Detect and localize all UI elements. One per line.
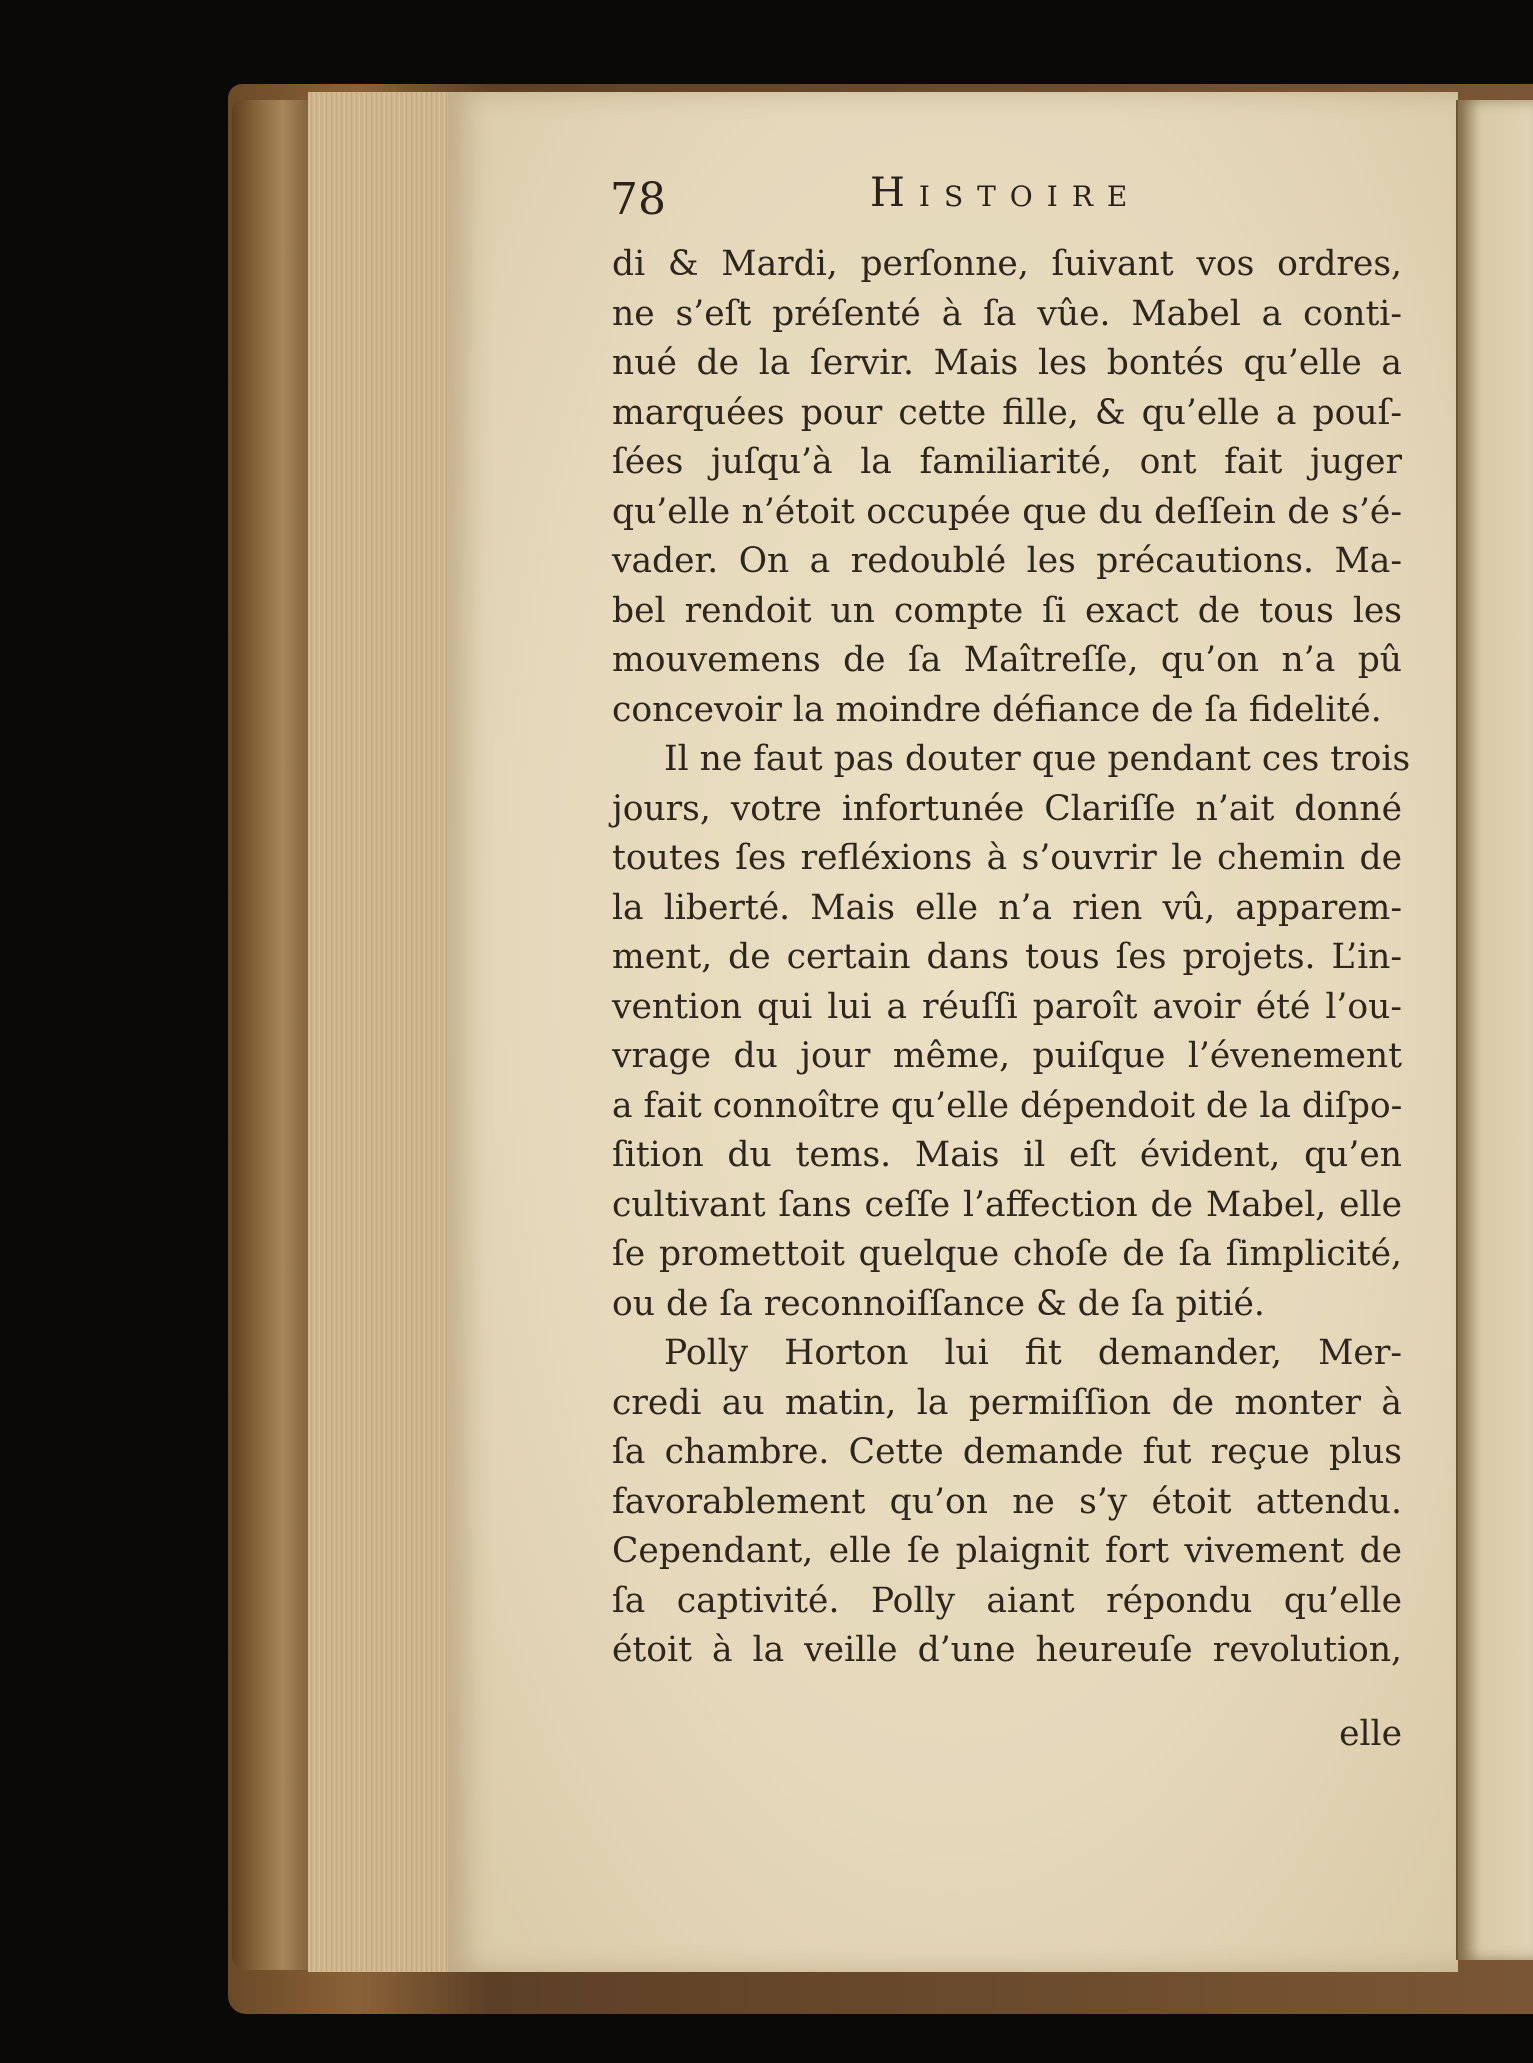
text-line: ſa captivité. Polly aiant répondu qu’elle bbox=[612, 1580, 1402, 1621]
text-line: toutes ſes refléxions à s’ouvrir le chemin de bbox=[612, 838, 1402, 878]
text-line: ſition du tems. Mais il eſt évident, qu’en bbox=[612, 1135, 1402, 1175]
page-block-edges bbox=[308, 92, 456, 1972]
text-line: ſées juſqu’à la familiarité, ont fait juger bbox=[612, 442, 1402, 482]
page-number: 78 bbox=[610, 174, 666, 225]
right-page-edge bbox=[1458, 100, 1533, 1960]
text-line: ne s’eſt préſenté à ſa vûe. Mabel a conti- bbox=[612, 293, 1402, 334]
text-line: favorablement qu’on ne s’y étoit attendu. bbox=[612, 1481, 1402, 1522]
text-line: vention qui lui a réuſſi paroît avoir été l’ou- bbox=[612, 986, 1402, 1027]
text-line: di & Mardi, perſonne, ſuivant vos ordres, bbox=[612, 244, 1402, 284]
text-line: étoit à la veille d’une heureuſe revolution, bbox=[612, 1630, 1402, 1670]
text-line: nué de la ſervir. Mais les bontés qu’elle a bbox=[612, 343, 1402, 383]
text-line: ſa chambre. Cette demande fut reçue plus bbox=[612, 1432, 1402, 1472]
text-line: vader. On a redoublé les précautions. Ma- bbox=[612, 541, 1402, 581]
text-line: Polly Horton lui fit demander, Mer- bbox=[664, 1333, 1402, 1373]
text-line: ſe promettoit quelque choſe de ſa ſimplicité, bbox=[612, 1234, 1402, 1274]
catchword: elle bbox=[1339, 1714, 1402, 1754]
text-line: concevoir la moindre défiance de ſa fidelité. bbox=[612, 689, 1382, 730]
text-line: credi au matin, la permiſſion de monter à bbox=[612, 1382, 1402, 1423]
text-line: vrage du jour même, puiſque l’évenement bbox=[612, 1036, 1402, 1076]
text-line: jours, votre infortunée Clariſſe n’ait donné bbox=[612, 788, 1402, 829]
text-line: a fait connoître qu’elle dépendoit de la diſpo- bbox=[612, 1085, 1403, 1126]
text-line: ou de ſa reconnoiſſance & de ſa pitié. bbox=[612, 1283, 1265, 1324]
text-line: la liberté. Mais elle n’a rien vû, apparem- bbox=[612, 887, 1402, 928]
text-line: marquées pour cette fille, & qu’elle a pouſ- bbox=[612, 392, 1402, 433]
text-line: mouvemens de ſa Maîtreſſe, qu’on n’a pû bbox=[612, 640, 1402, 680]
running-head: Histoire bbox=[870, 170, 1142, 216]
text-line: bel rendoit un compte ſi exact de tous les bbox=[612, 590, 1402, 631]
text-line: Il ne faut pas douter que pendant ces trois bbox=[664, 739, 1411, 779]
text-line: cultivant ſans ceſſe l’affection de Mabel, elle bbox=[612, 1184, 1402, 1225]
text-line: ment, de certain dans tous ſes projets. L’in- bbox=[612, 937, 1402, 977]
text-line: qu’elle n’étoit occupée que du deſſein de s’é- bbox=[612, 491, 1402, 532]
page-header bbox=[610, 168, 1160, 228]
text-line: Cependant, elle ſe plaignit fort vivement de bbox=[612, 1531, 1402, 1571]
body-text bbox=[612, 240, 1411, 1676]
